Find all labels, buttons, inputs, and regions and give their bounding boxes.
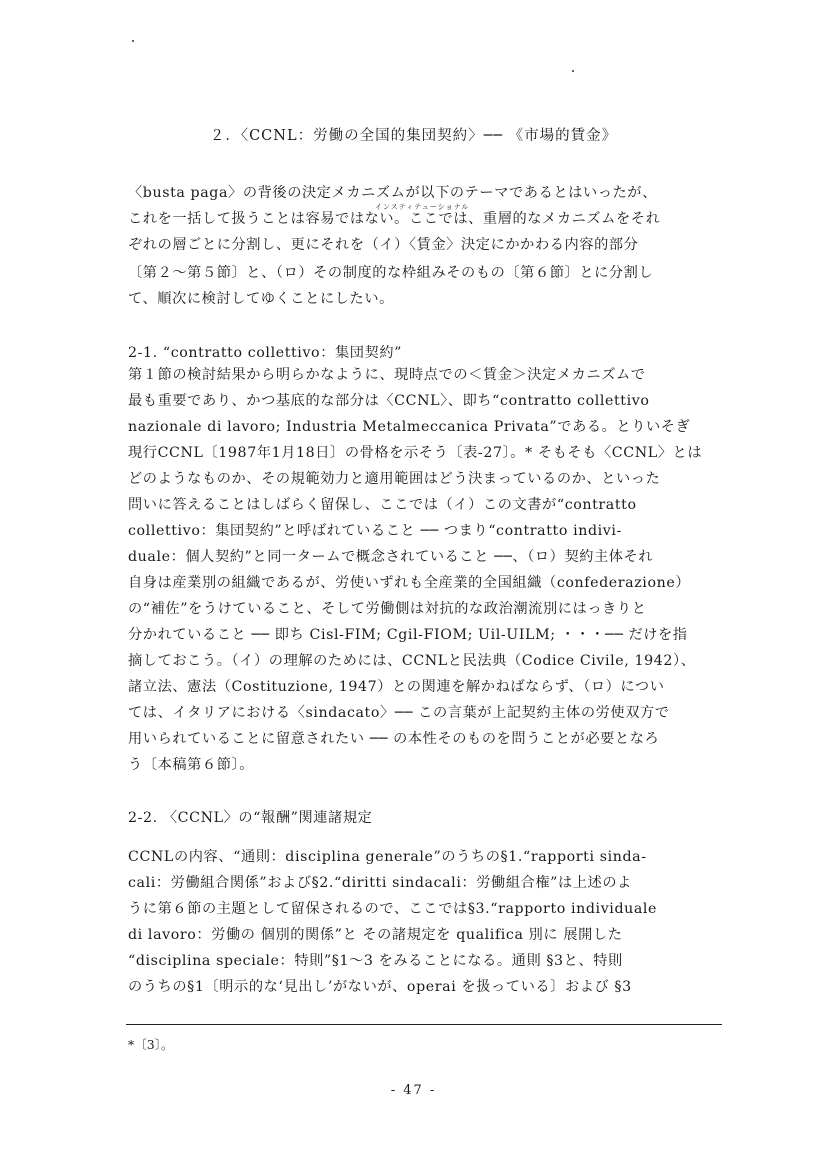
section-2-2-heading: 2-2. 〈CCNL〉の“報酬”関連諸規定 — [128, 810, 373, 826]
intro-line-1: 〈busta paga〉の背後の決定メカニズムが以下のテーマであるとはいったが、 — [128, 185, 657, 201]
s1-line-6: 問いに答えることはしばらく留保し、ここでは（イ）この文書が“contratto — [128, 497, 637, 513]
page-number: - 47 - — [390, 1083, 437, 1098]
s1-line-7: collettivo：集団契約”と呼ばれていること ── つまり“contratto indivi- — [128, 523, 622, 539]
s1-line-10: の“補佐”をうけていること、そして労働側は対抗的な政治潮流別にはっきりと — [128, 601, 647, 617]
s1-line-15: 用いられていることに留意されたい ── の本性そのものを問うことが必要となろ — [128, 731, 660, 747]
s1-line-9: 自身は産業別の組織であるが、労使いずれも全産業的全国組織（confederazione） — [128, 575, 691, 591]
s1-line-8: duale：個人契約”と同一タームで概念されていること ──、（ロ）契約主体それ — [128, 549, 654, 565]
s2-line-3: うに第６節の主題として留保されるので、ここでは§3.“rapporto individuale — [128, 901, 658, 917]
footnote: *〔3〕。 — [128, 1037, 174, 1052]
footnote-divider — [126, 1024, 722, 1025]
s1-line-12: 摘しておこう。（イ）の理解のためには、CCNLと民法典（Codice Civile, 1942）、 — [128, 653, 696, 669]
s2-line-2: cali：労働組合関係”および§2.“diritti sindacali：労働組合権”は上述のよ — [128, 875, 632, 891]
s1-line-16: う〔本稿第６節〕。 — [128, 757, 254, 773]
s1-line-1: 第１節の検討結果から明らかなように、現時点での＜賃金＞決定メカニズムで — [128, 367, 646, 383]
s1-line-13: 諸立法、憲法（Costituzione, 1947）との関連を解かねばならず、（ロ）につい — [128, 679, 665, 695]
s1-line-5: どのようなものか、その規範効力と適用範囲はどう決まっているのか、といった — [128, 471, 661, 487]
s2-line-1: CCNLの内容、“通則：disciplina generale”のうちの§1.“rapporti sinda- — [128, 849, 647, 865]
intro-line-5: て、順次に検討してゆくことにしたい。 — [128, 291, 394, 307]
intro-line-4: 〔第２～第５節〕と、（ロ）その制度的な枠組みそのもの〔第６節〕とに分割し — [128, 265, 654, 281]
s1-line-14: ては、イタリアにおける〈sindacato〉── この言葉が上記契約主体の労使双方で — [128, 705, 670, 721]
section-2-1-heading: 2-1. “contratto collettivo：集団契約” — [128, 345, 402, 361]
scan-speck — [572, 70, 574, 72]
intro-line-3: ぞれの層ごとに分割し、更にそれを（イ）〈賃金〉決定にかかわる内容的部分 — [128, 237, 639, 253]
s2-line-6: のうちの§1〔明示的な‘見出し’がないが、operai を扱っている〕および §3 — [128, 979, 632, 995]
s2-line-5: “disciplina speciale：特則”§1～3 をみることになる。通則 §3と、特則 — [128, 953, 623, 969]
s1-line-4: 現行CCNL〔1987年1月18日〕の骨格を示そう〔表-27〕。* そもそも〈CCNL〉とは — [128, 445, 703, 461]
scan-speck — [132, 40, 134, 42]
ruby-annotation: インスティテューショナル — [375, 203, 470, 211]
intro-line-2: これを一括して扱うことは容易ではない。ここでは、重層的なメカニズムをそれ — [128, 211, 661, 227]
s2-line-4: di lavoro：労働の 個別的関係”と その諸規定を qualifica 別に 展開した — [128, 927, 623, 943]
s1-line-2: 最も重要であり、かつ基底的な部分は〈CCNL〉、即ち“contratto collettivo — [128, 393, 650, 409]
s1-line-3: nazionale di lavoro; Industria Metalmeccanica Privata”である。とりいそぎ — [128, 419, 691, 435]
section-title: ２．〈CCNL：労働の全国的集団契約〉── 《市場的賃金》 — [209, 128, 618, 144]
s1-line-11: 分かれていること ── 即ち Cisl-FIM; Cgil-FIOM; Uil-UILM; ・・・── だけを指 — [128, 627, 688, 643]
